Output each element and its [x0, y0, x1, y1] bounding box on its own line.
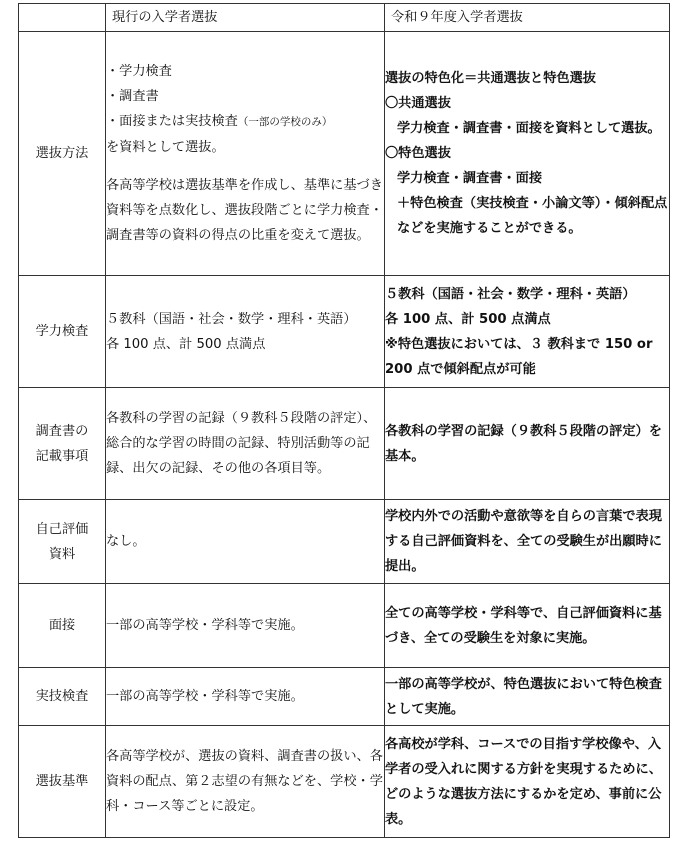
row-label-line: 資料 [48, 546, 76, 562]
current-item: ・調査書 [106, 89, 159, 104]
new-intro: 選抜の特色化＝共通選抜と特色選抜 [385, 71, 596, 86]
row-label: 学力検査 [19, 276, 106, 388]
current-item-main: ・面接または実技検査 [106, 114, 238, 129]
row-label: 面接 [19, 584, 106, 668]
common-selection-title: 〇共通選抜 [385, 96, 451, 111]
row-label [19, 500, 106, 584]
new-cell [385, 32, 670, 276]
current-cell: 一部の高等学校・学科等で実施。 [106, 584, 385, 668]
current-cell: 各高等学校が、選抜の資料、調査書の扱い、各資料の配点、第２志望の有無などを、学校・学科・コース等ごとに設定。 [106, 726, 385, 838]
current-item: ・学力検査 [106, 64, 172, 79]
row-selection-method [19, 32, 670, 276]
new-cell: 一部の高等学校が、特色選抜において特色検査として実施。 [385, 668, 670, 726]
row-label-line: 記載事項 [35, 448, 89, 464]
current-item-note: （一部の学校のみ） [237, 116, 333, 128]
row-label: 選抜方法 [19, 32, 106, 276]
new-note: ※特色選抜においては、３ 教科まで 150 or 200 点で傾斜配点が可能 [385, 336, 653, 377]
special-selection-line2: ＋特色検査（実技検査・小論文等）・傾斜配点などを実施することができる。 [397, 196, 668, 236]
current-cell: 各教科の学習の記録（９教科５段階の評定）、総合的な学習の時間の記録、特別活動等の記録、出欠の記録、その他の各項目等。 [106, 388, 385, 500]
row-interview [19, 584, 670, 668]
special-selection-line1: 学力検査・調査書・面接 [397, 171, 543, 186]
row-selection-criteria [19, 726, 670, 838]
row-label: 選抜基準 [19, 726, 106, 838]
current-line: ５教科（国語・社会・数学・理科・英語） [106, 311, 357, 327]
header-row [19, 4, 670, 32]
row-label-line: 自己評価 [35, 521, 89, 537]
row-self-evaluation [19, 500, 670, 584]
row-label: 実技検査 [19, 668, 106, 726]
current-cell: 一部の高等学校・学科等で実施。 [106, 668, 385, 726]
common-selection-body: 学力検査・調査書・面接を資料として選抜。 [397, 121, 661, 136]
new-line: 各 100 点、計 500 点満点 [385, 311, 551, 327]
current-cell [106, 276, 385, 388]
current-cell [106, 32, 385, 276]
current-item [106, 109, 384, 135]
row-academic-test [19, 276, 670, 388]
new-line: ５教科（国語・社会・数学・理科・英語） [385, 286, 636, 302]
current-paragraph: 各高等学校は選抜基準を作成し、基準に基づき資料等を点数化し、選抜段階ごとに学力検査・調査書等の資料の得点の比重を変えて選抜。 [106, 178, 383, 243]
special-selection-title: 〇特色選抜 [385, 146, 451, 161]
new-cell: 各教科の学習の記録（９教科５段階の評定）を基本。 [385, 388, 670, 500]
new-cell: 全ての高等学校・学科等で、自己評価資料に基づき、全ての受験生を対象に実施。 [385, 584, 670, 668]
row-label [19, 388, 106, 500]
row-practical-test [19, 668, 670, 726]
current-cell: なし。 [106, 500, 385, 584]
comparison-table [18, 3, 670, 838]
current-line: 各 100 点、計 500 点満点 [106, 336, 266, 352]
new-cell: 各高校が学科、コースでの目指す学校像や、入学者の受入れに関する方針を実現するために、どのような選抜方法にするかを定め、事前に公表。 [385, 726, 670, 838]
row-report-contents [19, 388, 670, 500]
row-label-line: 調査書の [35, 423, 89, 439]
new-cell [385, 276, 670, 388]
header-new: 令和９年度入学者選抜 [385, 4, 670, 32]
header-blank-cell [19, 4, 106, 32]
new-cell: 学校内外での活動や意欲等を自らの言葉で表現する自己評価資料を、全ての受験生が出願時に提出。 [385, 500, 670, 584]
header-current: 現行の入学者選抜 [106, 4, 385, 32]
current-tail: を資料として選抜。 [106, 140, 225, 155]
